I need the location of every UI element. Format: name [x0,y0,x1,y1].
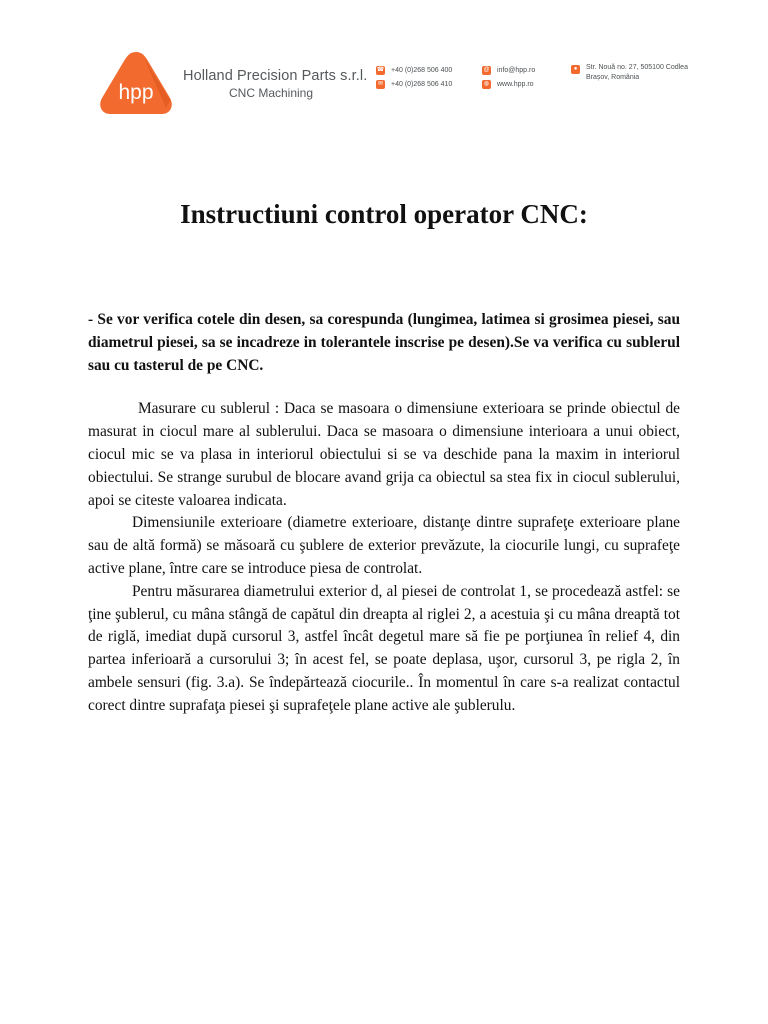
web-contacts [482,63,535,91]
address-block [571,63,688,81]
hpp-logo [96,48,176,120]
website-row [482,77,535,91]
fax-icon: ✉ [377,80,384,87]
address-row [571,63,688,81]
phone-row [376,63,452,77]
fax-number: +40 (0)268 506 410 [391,80,453,88]
phone-contacts [376,63,452,91]
address-line-1: Str. Nouă no. 27, 505100 Codlea [586,64,688,71]
address-lines [586,63,688,83]
fax-row [376,77,452,91]
phone-icon: ☎ [376,66,385,73]
diameter-measurement-paragraph: Pentru măsurarea diametrului exterior d, al piesei de controlat 1, se procedează astfel: se ţine şublerul, cu mâna stângă de capătul din dreapta al riglei 2, a acestuia şi cu mâna dreaptă tot de riglă, imediat după cursorul 3, astfel încât degetul mare să fie pe porţiunea în relief 4, din partea inferioară a cursorului 3; în acest fel, se poate deplasa, uşor, cursorul 3, pe rigla 2, în ambele sensuri (fig. 3.a). Se îndepărtează ciocurile.. În momentul în care s-a realizat contactul corect dintre suprafaţa piesei şi suprafeţele plane active ale şublerulu. [88,582,680,714]
website-address: www.hpp.ro [497,80,534,88]
caliper-measurement-paragraph: Masurare cu sublerul : Daca se masoara o dimensiune exterioara se prinde obiectul de masurat in ciocul mare al sublerului. Daca se masoara o dimensiune interioara a unui obiect, ciocul mic se va plasa in interiorul obiectului si se va deschide pana la maxim in interiorul obiectului. Se strange surubul de blocare avand grija ca obiectul sa stea fix in ciocul sublerului, apoi se citeste valoarea indicata. [88,400,680,509]
document-body [88,309,680,718]
logo-text: hpp [118,81,154,104]
paragraph-gap [88,377,680,398]
address-line-2: Brașov, România [586,74,640,81]
letterhead [0,0,768,130]
email-address: info@hpp.ro [497,66,536,74]
company-tagline: CNC Machining [229,86,314,100]
document-title: Instructiuni control operator CNC: [180,199,588,229]
company-block [183,68,367,100]
phone-number: +40 (0)268 506 400 [391,66,453,74]
exterior-dimensions-paragraph: Dimensiunile exterioare (diametre exterioare, distanţe dintre suprafeţe exterioare plane sau de altă formă) se măsoară cu şublere de exterior prevăzute, la ciocurile lungi, cu suprafeţe active plane, între care se introduce piesa de controlat. [88,514,680,577]
globe-icon: ◍ [483,80,490,87]
company-name: Holland Precision Parts s.r.l. [183,68,368,84]
instruction-paragraph: - Se vor verifica cotele din desen, sa corespunda (lungimea, latimea si grosimea piesei, sau diametrul piesei, sa se incadreze in tolerantele inscrise pe desen).Se va verifica cu sublerul sau cu tasterul de pe CNC. [88,311,680,374]
email-icon: @ [483,66,490,73]
email-row [482,63,535,77]
location-pin-icon: ● [571,65,580,74]
